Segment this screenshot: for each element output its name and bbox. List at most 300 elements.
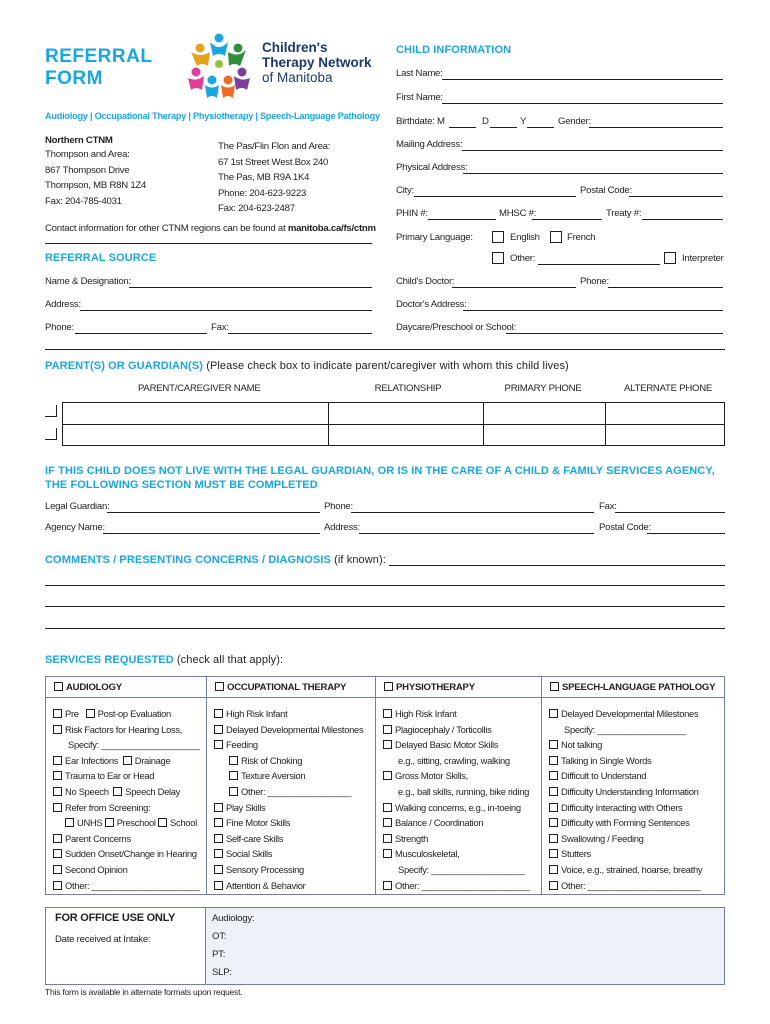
ot-item-checkbox[interactable] bbox=[214, 865, 223, 874]
pas-line: Fax: 204-623-2487 bbox=[218, 203, 295, 215]
comments-heading-text: COMMENTS / PRESENTING CONCERNS / DIAGNOSIS bbox=[45, 554, 331, 566]
lives-with-checkbox-2[interactable] bbox=[45, 428, 57, 440]
childs-doctor-field[interactable] bbox=[452, 287, 576, 288]
services-heading bbox=[45, 655, 283, 666]
aud-trauma-checkbox[interactable] bbox=[53, 771, 62, 780]
title-line-1: REFERRAL bbox=[45, 46, 153, 67]
list-item bbox=[214, 784, 373, 800]
list-item bbox=[53, 815, 204, 831]
ot-item-checkbox[interactable] bbox=[214, 709, 223, 718]
slp-list bbox=[549, 706, 722, 893]
doctor-phone-label: Phone: bbox=[580, 276, 609, 287]
item-label: Specify: ___________________ bbox=[398, 863, 525, 875]
item-label: Ear Infections bbox=[65, 754, 119, 766]
ctnm-wordmark bbox=[262, 41, 372, 85]
aud-pre-checkbox[interactable] bbox=[53, 709, 62, 718]
lives-with-checkbox-1[interactable] bbox=[45, 405, 57, 417]
list-item bbox=[383, 784, 539, 800]
office-slp-label: SLP: bbox=[212, 967, 232, 978]
pas-line: The Pas, MB R9A 1K4 bbox=[218, 172, 310, 184]
wordmark-line-3: of Manitoba bbox=[262, 70, 333, 85]
list-item bbox=[214, 878, 373, 894]
list-item bbox=[549, 831, 722, 847]
ot-list bbox=[214, 706, 373, 893]
item-label: High Risk Infant bbox=[226, 708, 288, 719]
city-field[interactable] bbox=[414, 196, 576, 197]
list-item bbox=[214, 815, 373, 831]
audiology-title-text: AUDIOLOGY bbox=[66, 682, 122, 693]
mhsc-label: MHSC #: bbox=[499, 208, 537, 219]
ot-item-checkbox[interactable] bbox=[214, 725, 223, 734]
agency-address-field[interactable] bbox=[359, 533, 594, 534]
aud-second-opinion-checkbox[interactable] bbox=[53, 865, 62, 874]
aud-drainage-checkbox[interactable] bbox=[123, 756, 132, 765]
other-language-label: Other: bbox=[510, 253, 536, 264]
referrer-phone-field[interactable] bbox=[75, 333, 207, 334]
slp-item-checkbox[interactable] bbox=[549, 881, 558, 890]
item-label: Delayed Developmental Milestones bbox=[561, 708, 699, 719]
list-item bbox=[549, 753, 722, 769]
office-use-heading: FOR OFFICE USE ONLY bbox=[55, 912, 176, 924]
doctor-phone-field[interactable] bbox=[608, 287, 723, 288]
list-item bbox=[53, 846, 204, 862]
physical-address-field[interactable] bbox=[463, 173, 723, 174]
header-divider bbox=[45, 243, 372, 244]
north-line: Fax: 204-785-4031 bbox=[45, 195, 122, 207]
list-item bbox=[383, 768, 539, 784]
slp-item-checkbox[interactable] bbox=[549, 787, 558, 796]
list-item bbox=[53, 753, 204, 769]
list-item bbox=[383, 737, 539, 753]
parents-table bbox=[62, 402, 725, 446]
mailing-address-field[interactable] bbox=[462, 150, 723, 151]
parents-heading-text: PARENT(S) OR GUARDIAN(S) bbox=[45, 360, 204, 372]
list-item bbox=[383, 815, 539, 831]
guardian-fax-label: Fax: bbox=[599, 501, 617, 512]
office-audiology-label: Audiology: bbox=[212, 913, 255, 924]
ot-header bbox=[207, 676, 375, 698]
comments-line-3[interactable] bbox=[45, 606, 725, 607]
item-label: Strength bbox=[395, 832, 429, 844]
english-label: English bbox=[510, 232, 540, 243]
item-label: Talking in Single Words bbox=[561, 754, 652, 766]
english-checkbox[interactable] bbox=[492, 231, 504, 243]
list-item bbox=[383, 800, 539, 816]
list-item bbox=[53, 706, 204, 722]
pt-item-checkbox[interactable] bbox=[383, 771, 392, 780]
gender-label: Gender: bbox=[558, 116, 591, 127]
referrer-phone-label: Phone: bbox=[45, 322, 74, 333]
city-label: City: bbox=[396, 185, 414, 196]
north-line: Thompson, MB R8N 1Z4 bbox=[45, 180, 147, 192]
north-line: Thompson and Area: bbox=[45, 149, 130, 160]
treaty-field[interactable] bbox=[642, 219, 723, 220]
list-item bbox=[214, 800, 373, 816]
item-label: Voice, e.g., strained, hoarse, breathy bbox=[561, 863, 703, 875]
slp-item-checkbox[interactable] bbox=[549, 740, 558, 749]
item-label: Specify: ____________________ bbox=[68, 739, 200, 751]
phin-field[interactable] bbox=[428, 219, 496, 220]
primary-language-label: Primary Language: bbox=[396, 232, 473, 243]
list-item bbox=[383, 831, 539, 847]
item-label: Other: ______________________ bbox=[65, 879, 200, 891]
childs-doctor-label: Child's Doctor: bbox=[396, 276, 455, 287]
date-received-label: Date received at Intake: bbox=[55, 934, 151, 945]
wordmark-line-1: Children's bbox=[262, 40, 328, 55]
pt-header bbox=[376, 676, 541, 698]
slp-item-checkbox[interactable] bbox=[549, 818, 558, 827]
pt-item-checkbox[interactable] bbox=[383, 818, 392, 827]
birth-day-label: D bbox=[482, 116, 489, 127]
office-ot-label: OT: bbox=[212, 931, 227, 942]
pas-office-address bbox=[218, 142, 330, 220]
col-parent-name: PARENT/CAREGIVER NAME bbox=[138, 383, 261, 394]
slp-column bbox=[542, 676, 724, 895]
form-title bbox=[45, 46, 152, 90]
item-label: Musculoskeletal, bbox=[395, 848, 460, 860]
last-name-label: Last Name: bbox=[396, 68, 443, 79]
pt-title-text: PHYSIOTHERAPY bbox=[396, 682, 475, 693]
pt-column bbox=[376, 676, 541, 895]
col-primary-phone: PRIMARY PHONE bbox=[504, 383, 582, 394]
footer-note: This form is available in alternate formats upon request. bbox=[45, 987, 243, 997]
audiology-list bbox=[53, 706, 204, 893]
ot-title bbox=[215, 682, 346, 693]
ot-item-checkbox[interactable] bbox=[214, 740, 223, 749]
item-label: Risk Factors for Hearing Loss, bbox=[65, 723, 183, 735]
aud-ear-infections-checkbox[interactable] bbox=[53, 756, 62, 765]
item-label: Stutters bbox=[561, 848, 591, 860]
french-checkbox[interactable] bbox=[550, 231, 562, 243]
ot-item-checkbox[interactable] bbox=[214, 834, 223, 843]
aud-speech-delay-checkbox[interactable] bbox=[113, 787, 122, 796]
parent-1-name-cell[interactable] bbox=[65, 405, 327, 423]
slp-checkbox[interactable] bbox=[550, 682, 559, 691]
comments-heading-note: (if known): bbox=[334, 554, 386, 566]
item-label: e.g., ball skills, running, bike riding bbox=[398, 785, 530, 797]
list-item bbox=[549, 815, 722, 831]
item-label: Pre bbox=[65, 708, 79, 719]
list-item bbox=[214, 706, 373, 722]
phin-label: PHIN #: bbox=[396, 208, 428, 219]
parents-table-col-divider bbox=[605, 403, 606, 445]
list-item bbox=[53, 800, 204, 816]
item-label: e.g., sitting, crawling, walking bbox=[398, 754, 510, 766]
aud-parent-concerns-checkbox[interactable] bbox=[53, 834, 62, 843]
item-label: Preschool bbox=[116, 817, 156, 829]
list-item bbox=[53, 862, 204, 878]
slp-item-checkbox[interactable] bbox=[549, 834, 558, 843]
other-language-checkbox[interactable] bbox=[492, 252, 504, 264]
list-item bbox=[549, 706, 722, 722]
slp-item-checkbox[interactable] bbox=[549, 803, 558, 812]
item-label: Fine Motor Skills bbox=[226, 817, 291, 829]
doctor-address-label: Doctor's Address: bbox=[396, 299, 467, 310]
ot-checkbox[interactable] bbox=[215, 682, 224, 691]
ot-item-checkbox[interactable] bbox=[214, 881, 223, 890]
pt-title bbox=[384, 682, 475, 693]
list-item bbox=[214, 737, 373, 753]
item-label: Other: _______________________ bbox=[561, 879, 701, 891]
ot-item-checkbox[interactable] bbox=[214, 849, 223, 858]
item-label: Difficulty Understanding Information bbox=[561, 785, 699, 797]
list-item bbox=[53, 878, 204, 894]
list-item bbox=[383, 753, 539, 769]
last-name-field[interactable] bbox=[442, 79, 723, 80]
services-heading-text: SERVICES REQUESTED bbox=[45, 654, 174, 666]
guardian-phone-field[interactable] bbox=[351, 512, 594, 513]
item-label: Risk of Choking bbox=[241, 754, 303, 766]
ot-title-text: OCCUPATIONAL THERAPY bbox=[227, 682, 347, 693]
legal-guardian-field[interactable] bbox=[107, 512, 320, 513]
list-item[interactable] bbox=[383, 862, 539, 878]
mhsc-field[interactable] bbox=[532, 219, 602, 220]
office-pt-label: PT: bbox=[212, 949, 226, 960]
doctor-address-field[interactable] bbox=[463, 310, 723, 311]
ctnm-logo bbox=[188, 32, 250, 100]
list-item bbox=[214, 846, 373, 862]
pt-item-checkbox[interactable] bbox=[383, 803, 392, 812]
item-label: Parent Concerns bbox=[65, 832, 131, 844]
list-item bbox=[383, 706, 539, 722]
comments-heading bbox=[45, 555, 386, 566]
slp-item-checkbox[interactable] bbox=[549, 865, 558, 874]
parents-heading bbox=[45, 361, 569, 372]
section-divider bbox=[45, 349, 725, 350]
north-line: 867 Thompson Drive bbox=[45, 164, 130, 176]
parents-table-col-divider bbox=[328, 403, 329, 445]
item-label: Refer from Screening: bbox=[65, 801, 151, 813]
french-label: French bbox=[567, 232, 596, 243]
ot-item-checkbox[interactable] bbox=[214, 803, 223, 812]
other-language-field[interactable] bbox=[538, 264, 660, 265]
list-item bbox=[549, 800, 722, 816]
list-item bbox=[214, 768, 373, 784]
item-label: Social Skills bbox=[226, 848, 273, 860]
list-item bbox=[214, 831, 373, 847]
agency-postal-label: Postal Code: bbox=[599, 522, 651, 533]
item-label: Balance / Coordination bbox=[395, 817, 484, 829]
pt-item-checkbox[interactable] bbox=[383, 849, 392, 858]
list-item bbox=[53, 768, 204, 784]
first-name-label: First Name: bbox=[396, 92, 443, 103]
gender-field[interactable] bbox=[589, 127, 723, 128]
agency-postal-field[interactable] bbox=[647, 533, 725, 534]
north-office-title: Northern CTNM bbox=[45, 135, 113, 146]
item-label: Gross Motor Skills, bbox=[395, 770, 468, 782]
audiology-checkbox[interactable] bbox=[54, 682, 63, 691]
audiology-column bbox=[46, 676, 206, 895]
pt-item-checkbox[interactable] bbox=[383, 881, 392, 890]
list-item[interactable] bbox=[53, 737, 204, 753]
list-item bbox=[53, 784, 204, 800]
parents-heading-note: (Please check box to indicate parent/caregiver with whom this child lives) bbox=[206, 360, 569, 372]
aud-sudden-onset-checkbox[interactable] bbox=[53, 849, 62, 858]
postal-code-label: Postal Code: bbox=[580, 185, 632, 196]
list-item bbox=[549, 737, 722, 753]
legal-guardian-label: Legal Guardian: bbox=[45, 501, 110, 512]
slp-item-checkbox[interactable] bbox=[549, 709, 558, 718]
agency-name-field[interactable] bbox=[103, 533, 320, 534]
interpreter-label: Interpreter bbox=[682, 253, 724, 264]
referrer-address-field[interactable] bbox=[80, 310, 372, 311]
birthdate-label: Birthdate: M bbox=[396, 116, 445, 127]
audiology-title bbox=[54, 682, 122, 693]
guardian-heading-line-1: IF THIS CHILD DOES NOT LIVE WITH THE LEGAL GUARDIAN, OR IS IN THE CARE OF A CHILD & FAMILY SERVICES AGENCY, bbox=[45, 465, 715, 477]
wordmark-line-2: Therapy Network bbox=[262, 54, 372, 70]
pas-line: 67 1st Street West Box 240 bbox=[218, 156, 329, 168]
aud-risk-checkbox[interactable] bbox=[53, 725, 62, 734]
aud-no-speech-checkbox[interactable] bbox=[53, 787, 62, 796]
referrer-fax-label: Fax: bbox=[211, 322, 229, 333]
list-item bbox=[53, 831, 204, 847]
disciplines-list: Audiology | Occupational Therapy | Physiotherapy | Speech-Language Pathology bbox=[45, 111, 380, 121]
north-office-address bbox=[45, 150, 146, 212]
item-label: School bbox=[170, 817, 197, 829]
comments-line-2[interactable] bbox=[45, 585, 725, 586]
slp-title-text: SPEECH-LANGUAGE PATHOLOGY bbox=[562, 682, 716, 693]
pt-item-checkbox[interactable] bbox=[383, 834, 392, 843]
pt-item-checkbox[interactable] bbox=[383, 725, 392, 734]
guardian-fax-field[interactable] bbox=[615, 512, 725, 513]
birth-year-label: Y bbox=[520, 116, 527, 127]
interpreter-checkbox[interactable] bbox=[664, 252, 676, 264]
list-item bbox=[214, 862, 373, 878]
item-label: Delayed Developmental Milestones bbox=[226, 723, 364, 735]
pt-list bbox=[383, 706, 539, 893]
item-label: UNHS bbox=[77, 817, 103, 829]
daycare-field[interactable] bbox=[506, 333, 723, 334]
list-item bbox=[383, 846, 539, 862]
item-label: Walking concerns, e.g., in-toeing bbox=[395, 801, 521, 813]
daycare-label: Daycare/Preschool or School: bbox=[396, 322, 516, 333]
agency-name-label: Agency Name: bbox=[45, 522, 105, 533]
audiology-header bbox=[46, 676, 206, 698]
referral-source-heading: REFERRAL SOURCE bbox=[45, 252, 157, 264]
birth-year-field[interactable] bbox=[527, 127, 554, 128]
list-item bbox=[53, 722, 204, 738]
aud-refer-screening-checkbox[interactable] bbox=[53, 803, 62, 812]
item-label: Speech Delay bbox=[125, 785, 181, 797]
pt-checkbox[interactable] bbox=[384, 682, 393, 691]
guardian-heading-line-2: THE FOLLOWING SECTION MUST BE COMPLETED bbox=[45, 479, 318, 491]
item-label: Feeding bbox=[226, 739, 258, 751]
ot-item-checkbox[interactable] bbox=[229, 756, 238, 765]
item-label: Delayed Basic Motor Skills bbox=[395, 739, 499, 751]
item-label: Drainage bbox=[134, 754, 171, 766]
title-line-2: FORM bbox=[45, 68, 103, 89]
item-label: Attention & Behavior bbox=[226, 879, 306, 891]
aud-preschool-checkbox[interactable] bbox=[105, 818, 114, 827]
aud-postop-checkbox[interactable] bbox=[86, 709, 95, 718]
item-label: Difficult to Understand bbox=[561, 770, 647, 782]
list-item bbox=[549, 878, 722, 894]
item-label: Other: ______________________ bbox=[395, 879, 530, 891]
parent-2-name-cell[interactable] bbox=[65, 426, 327, 444]
list-item bbox=[383, 878, 539, 894]
child-info-heading: CHILD INFORMATION bbox=[396, 44, 512, 56]
slp-header bbox=[542, 676, 724, 698]
first-name-field[interactable] bbox=[442, 103, 723, 104]
ot-column bbox=[207, 676, 375, 895]
contact-text: Contact information for other CTNM regions can be found at bbox=[45, 223, 288, 234]
parents-table-row-divider bbox=[63, 424, 724, 425]
guardian-phone-label: Phone: bbox=[324, 501, 353, 512]
item-label: Plagiocephaly / Torticollis bbox=[395, 723, 492, 735]
pas-line: Phone: 204-623-9223 bbox=[218, 187, 307, 199]
slp-item-checkbox[interactable] bbox=[549, 771, 558, 780]
item-label: High Risk Infant bbox=[395, 708, 457, 719]
item-label: Second Opinion bbox=[65, 863, 128, 875]
item-label: Other: _________________ bbox=[241, 785, 352, 797]
item-label: No Speech bbox=[65, 785, 109, 797]
item-label: Sensory Processing bbox=[226, 863, 304, 875]
contact-link[interactable]: manitoba.ca/fs/ctnm bbox=[287, 223, 376, 234]
slp-title bbox=[550, 682, 715, 693]
contact-info bbox=[45, 224, 376, 234]
mailing-address-label: Mailing Address: bbox=[396, 139, 463, 150]
comments-line-1[interactable] bbox=[389, 565, 725, 566]
pas-line: The Pas/Flin Flon and Area: bbox=[218, 141, 331, 152]
col-alternate-phone: ALTERNATE PHONE bbox=[623, 383, 713, 394]
col-relationship: RELATIONSHIP bbox=[374, 383, 442, 394]
pt-item-checkbox[interactable] bbox=[383, 709, 392, 718]
item-label: Difficulty with Forming Sentences bbox=[561, 817, 690, 829]
list-item bbox=[549, 862, 722, 878]
item-label: Play Skills bbox=[226, 801, 266, 813]
postal-code-field[interactable] bbox=[629, 196, 723, 197]
item-label: Post-op Evaluation bbox=[97, 708, 171, 719]
aud-unhs-checkbox[interactable] bbox=[65, 818, 74, 827]
item-label: Texture Aversion bbox=[241, 770, 306, 782]
list-item bbox=[383, 722, 539, 738]
referrer-address-label: Address: bbox=[45, 299, 81, 310]
item-label: Specify: __________________ bbox=[564, 723, 686, 735]
referrer-fax-field[interactable] bbox=[228, 333, 372, 334]
pt-item-checkbox[interactable] bbox=[383, 740, 392, 749]
item-label: Self-care Skills bbox=[226, 832, 284, 844]
services-heading-note: (check all that apply): bbox=[176, 654, 284, 666]
aud-other-checkbox[interactable] bbox=[53, 881, 62, 890]
list-item bbox=[214, 753, 373, 769]
list-item bbox=[549, 768, 722, 784]
physical-address-label: Physical Address: bbox=[396, 162, 468, 173]
ot-item-checkbox[interactable] bbox=[229, 771, 238, 780]
comments-line-4[interactable] bbox=[45, 628, 725, 629]
list-item[interactable] bbox=[549, 722, 722, 738]
birth-day-field[interactable] bbox=[490, 127, 517, 128]
ctnm-logo-icon bbox=[188, 32, 250, 100]
ot-item-checkbox[interactable] bbox=[214, 818, 223, 827]
slp-item-checkbox[interactable] bbox=[549, 849, 558, 858]
item-label: Swallowing / Feeding bbox=[561, 832, 644, 844]
agency-address-label: Address: bbox=[324, 522, 360, 533]
ot-item-checkbox[interactable] bbox=[229, 787, 238, 796]
item-label: Sudden Onset/Change in Hearing bbox=[65, 848, 197, 860]
slp-item-checkbox[interactable] bbox=[549, 756, 558, 765]
list-item bbox=[549, 846, 722, 862]
item-label: Trauma to Ear or Head bbox=[65, 770, 155, 782]
birth-month-field[interactable] bbox=[449, 127, 476, 128]
treaty-label: Treaty #: bbox=[606, 208, 642, 219]
list-item bbox=[549, 784, 722, 800]
item-label: Difficulty Interacting with Others bbox=[561, 801, 683, 813]
referrer-name-label: Name & Designation: bbox=[45, 276, 131, 287]
list-item bbox=[214, 722, 373, 738]
parents-table-col-divider bbox=[483, 403, 484, 445]
referrer-name-field[interactable] bbox=[129, 287, 372, 288]
aud-school-checkbox[interactable] bbox=[158, 818, 167, 827]
